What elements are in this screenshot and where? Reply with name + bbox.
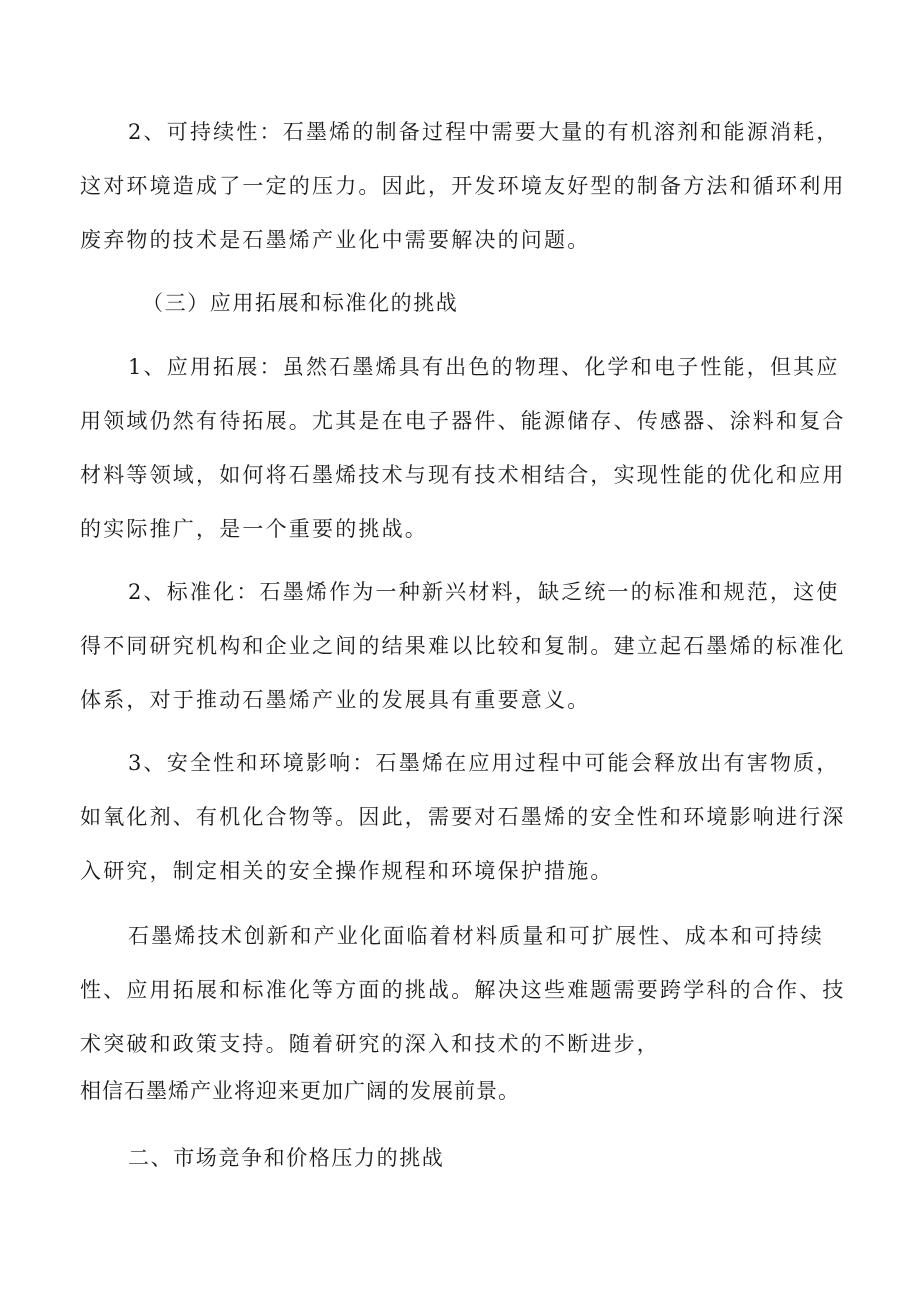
section-heading-text: 二、市场竞争和价格压力的挑战 bbox=[128, 1146, 445, 1170]
paragraph-line: 如氧化剂、有机化合物等。因此，需要对石墨烯的安全性和环境影响进行深 bbox=[80, 805, 846, 829]
paragraph-line: 1、应用拓展：虽然石墨烯具有出色的物理、化学和电子性能，但其应 bbox=[128, 355, 840, 379]
paragraph-line: 2、可持续性：石墨烯的制备过程中需要大量的有机溶剂和能源消耗， bbox=[128, 120, 840, 144]
paragraph-line: 入研究，制定相关的安全操作规程和环境保护措施。 bbox=[80, 859, 614, 883]
paragraph-line: 3、安全性和环境影响：石墨烯在应用过程中可能会释放出有害物质， bbox=[128, 751, 840, 775]
paragraph-line: 性、应用拓展和标准化等方面的挑战。解决这些难题需要跨学科的合作、技 bbox=[80, 978, 846, 1002]
paragraph-safety-environment bbox=[80, 736, 850, 898]
paragraph-sustainability bbox=[80, 105, 850, 267]
paragraph-line: 的实际推广，是一个重要的挑战。 bbox=[80, 517, 428, 541]
section-heading-text: （三）应用拓展和标准化的挑战 bbox=[142, 291, 459, 315]
paragraph-standardization bbox=[80, 565, 850, 727]
section-heading-3 bbox=[80, 276, 850, 330]
section-heading-2 bbox=[80, 1131, 850, 1185]
paragraph-line: 材料等领域，如何将石墨烯技术与现有技术相结合，实现性能的优化和应用 bbox=[80, 463, 846, 487]
paragraph-summary bbox=[80, 909, 850, 1111]
paragraph-line: 体系，对于推动石墨烯产业的发展具有重要意义。 bbox=[80, 688, 591, 712]
paragraph-line: 相信石墨烯产业将迎来更加广阔的发展前景。 bbox=[80, 1079, 520, 1103]
paragraph-line: 用领域仍然有待拓展。尤其是在电子器件、能源储存、传感器、涂料和复合 bbox=[80, 409, 846, 433]
paragraph-line: 得不同研究机构和企业之间的结果难以比较和复制。建立起石墨烯的标准化 bbox=[80, 634, 846, 658]
paragraph-line: 2、标准化：石墨烯作为一种新兴材料，缺乏统一的标准和规范，这使 bbox=[128, 580, 840, 604]
paragraph-line: 石墨烯技术创新和产业化面临着材料质量和可扩展性、成本和可持续 bbox=[128, 924, 824, 948]
paragraph-application-expansion bbox=[80, 340, 850, 556]
paragraph-line: 术突破和政策支持。随着研究的深入和技术的不断进步， bbox=[80, 1032, 660, 1056]
paragraph-line: 废弃物的技术是石墨烯产业化中需要解决的问题。 bbox=[80, 228, 591, 252]
paragraph-line: 这对环境造成了一定的压力。因此，开发环境友好型的制备方法和循环利用 bbox=[80, 174, 846, 198]
